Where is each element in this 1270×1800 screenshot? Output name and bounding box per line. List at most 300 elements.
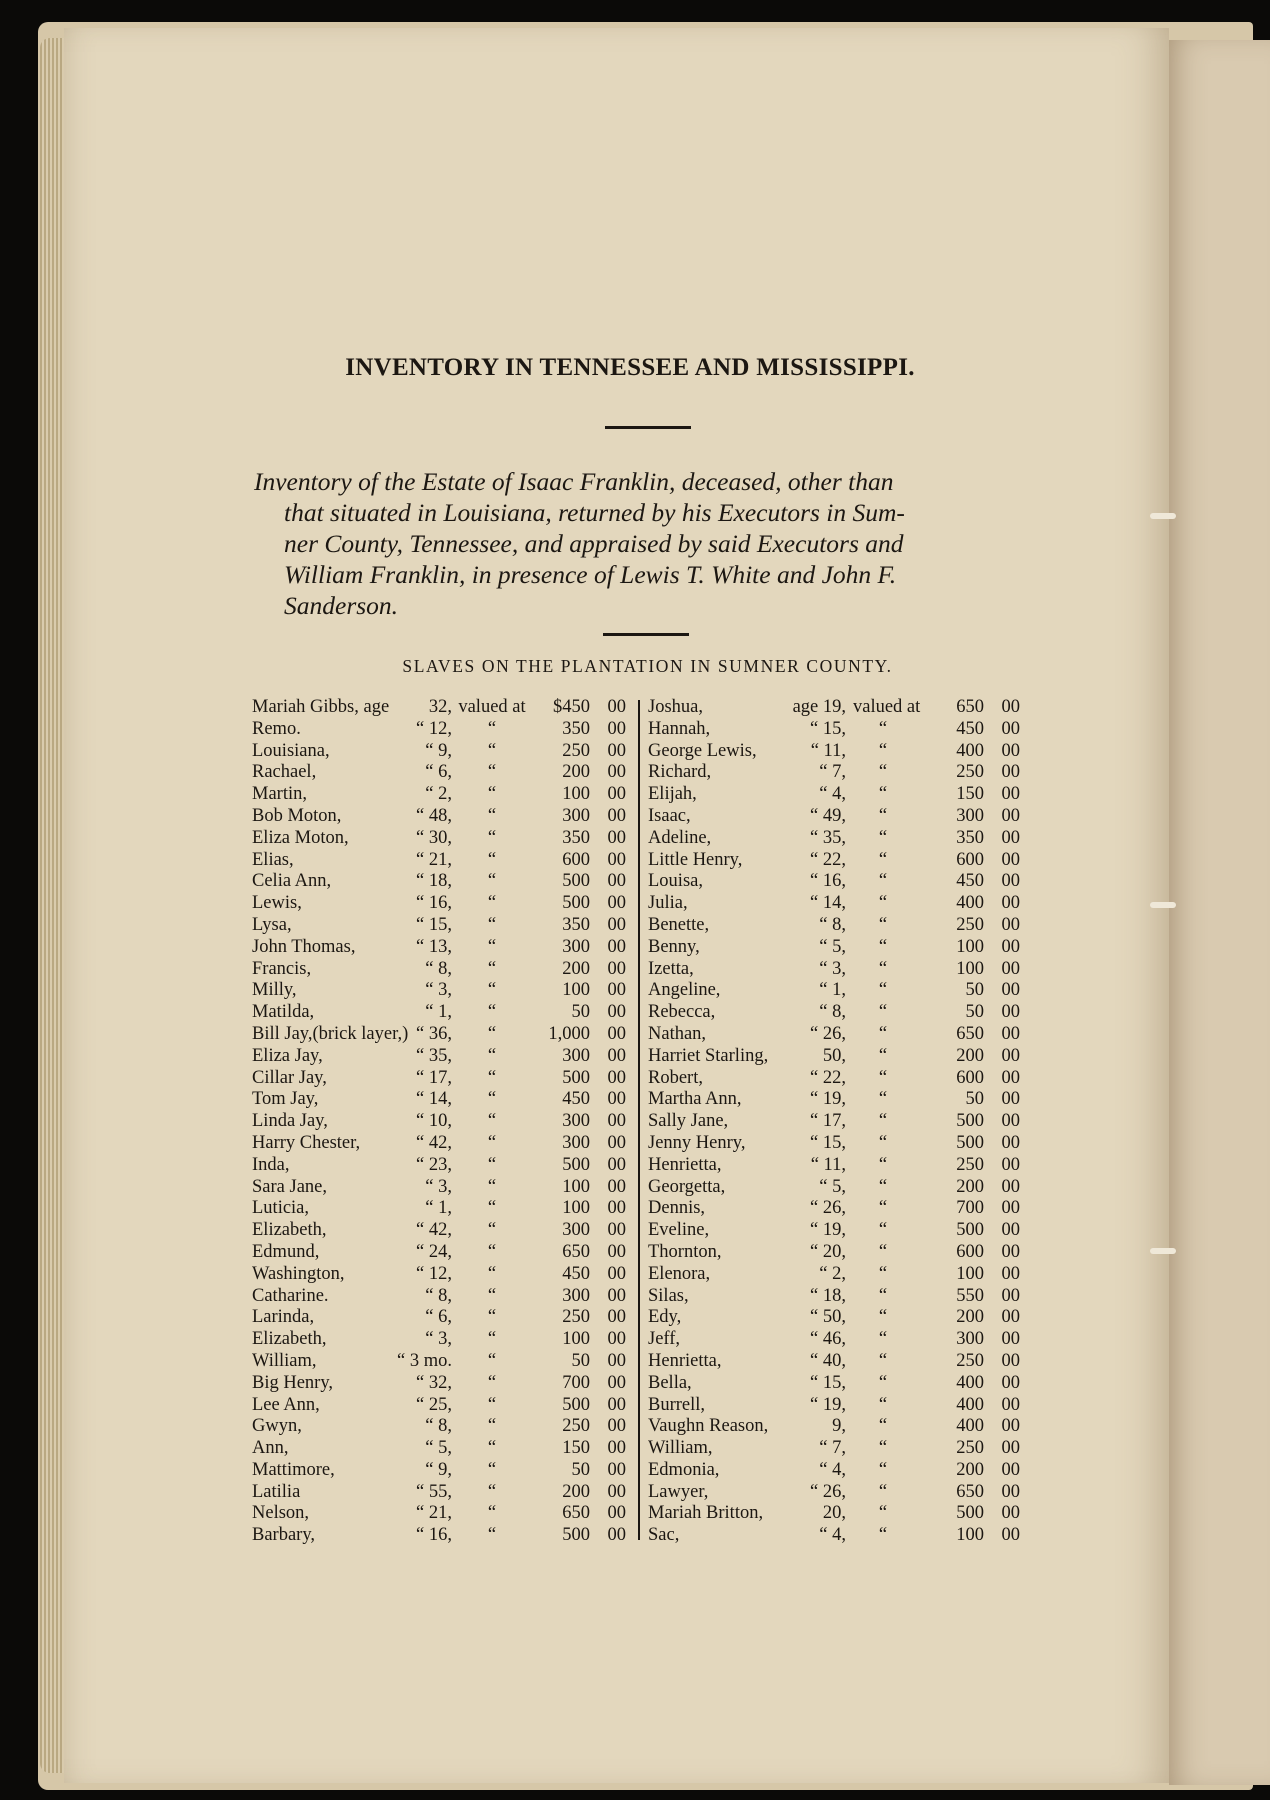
inventory-row [648, 1133, 1028, 1155]
value-cents: 00 [1001, 914, 1020, 935]
inventory-row [252, 1068, 632, 1090]
value-cents: 00 [607, 1438, 626, 1459]
valued-label: “ [487, 1416, 497, 1437]
valued-label: valued at [853, 697, 921, 717]
valued-label: “ [878, 1481, 888, 1502]
person-name: Elias, [252, 849, 294, 870]
value-dollars: 100 [956, 958, 984, 979]
value-cents: 00 [1001, 718, 1020, 739]
valued-label: “ [487, 936, 497, 957]
person-age: “ 5, [819, 1176, 846, 1197]
value-dollars: 650 [562, 1241, 590, 1262]
value-cents: 00 [607, 1329, 626, 1350]
valued-label: “ [487, 1089, 497, 1110]
value-dollars: 200 [562, 762, 590, 783]
inventory-row [252, 1286, 632, 1308]
value-dollars: 100 [956, 1263, 984, 1284]
value-cents: 00 [1001, 849, 1020, 870]
value-cents: 00 [1001, 1481, 1020, 1502]
value-dollars: 300 [562, 805, 590, 826]
value-cents: 00 [607, 1241, 626, 1262]
person-age: “ 22, [810, 1067, 846, 1088]
inventory-row [252, 1307, 632, 1329]
person-age: “ 4, [819, 1525, 846, 1546]
value-cents: 00 [1001, 1329, 1020, 1350]
valued-label: “ [878, 958, 888, 979]
person-name: Angeline, [648, 980, 721, 1001]
inventory-row [648, 959, 1028, 981]
person-name: Rachael, [252, 762, 317, 783]
person-name: Latilia [252, 1481, 301, 1502]
inventory-row [648, 1351, 1028, 1373]
value-dollars: 250 [956, 1154, 984, 1175]
value-dollars: 250 [956, 914, 984, 935]
value-cents: 00 [607, 1045, 626, 1066]
person-age: “ 13, [416, 936, 452, 957]
person-age: “ 8, [425, 1285, 452, 1306]
value-cents: 00 [607, 1089, 626, 1110]
person-age: “ 22, [810, 849, 846, 870]
valued-label: “ [487, 718, 497, 739]
person-age: “ 1, [425, 1198, 452, 1219]
value-cents: 00 [1001, 1023, 1020, 1044]
inventory-row [648, 1373, 1028, 1395]
valued-label: “ [487, 1503, 497, 1524]
person-age: “ 15, [810, 1372, 846, 1393]
person-age: “ 1, [819, 980, 846, 1001]
person-name: Inda, [252, 1154, 290, 1175]
inventory-row [252, 1503, 632, 1525]
person-age: “ 15, [416, 914, 452, 935]
person-age: “ 2, [425, 784, 452, 805]
value-dollars: 400 [956, 1372, 984, 1393]
value-cents: 00 [607, 1372, 626, 1393]
inventory-row [648, 1068, 1028, 1090]
valued-label: “ [878, 827, 888, 848]
inventory-row [252, 1155, 632, 1177]
value-cents: 00 [607, 762, 626, 783]
valued-label: “ [487, 1241, 497, 1262]
person-name: Cillar Jay, [252, 1067, 327, 1088]
value-cents: 00 [607, 827, 626, 848]
value-dollars: 500 [562, 1394, 590, 1415]
person-age: “ 26, [810, 1198, 846, 1219]
person-name: Izetta, [648, 958, 694, 979]
inventory-row [648, 1482, 1028, 1504]
person-name: Georgetta, [648, 1176, 726, 1197]
value-dollars: 450 [956, 871, 984, 892]
person-age: “ 14, [416, 1089, 452, 1110]
inventory-row [648, 1503, 1028, 1525]
inventory-row [252, 1438, 632, 1460]
person-age: “ 6, [425, 762, 452, 783]
valued-label: “ [487, 1220, 497, 1241]
inventory-row [648, 871, 1028, 893]
person-name: Harriet Starling, [648, 1045, 769, 1066]
value-dollars: 450 [956, 718, 984, 739]
person-name: Eveline, [648, 1220, 710, 1241]
value-dollars: 300 [562, 1285, 590, 1306]
person-name: Ann, [252, 1438, 289, 1459]
value-cents: 00 [607, 958, 626, 979]
value-dollars: 1,000 [548, 1023, 590, 1044]
person-name: Elijah, [648, 784, 697, 805]
valued-label: “ [487, 1350, 497, 1371]
person-name: Barbary, [252, 1525, 316, 1546]
inventory-row [648, 1242, 1028, 1264]
inventory-row [648, 1329, 1028, 1351]
inventory-row [252, 1133, 632, 1155]
person-name: Bella, [648, 1372, 692, 1393]
value-cents: 00 [607, 740, 626, 761]
value-cents: 00 [607, 1002, 626, 1023]
value-dollars: 500 [562, 893, 590, 914]
value-cents: 00 [1001, 1198, 1020, 1219]
value-dollars: 100 [562, 980, 590, 1001]
value-cents: 00 [607, 1459, 626, 1480]
person-age: “ 3, [425, 1176, 452, 1197]
person-name: Sac, [648, 1525, 680, 1546]
value-cents: 00 [1001, 1438, 1020, 1459]
value-dollars: 100 [562, 784, 590, 805]
person-age: 20, [822, 1503, 846, 1524]
inventory-row [648, 697, 1028, 719]
value-cents: 00 [1001, 1154, 1020, 1175]
inventory-row [252, 850, 632, 872]
value-cents: 00 [607, 1481, 626, 1502]
person-age: “ 12, [416, 1263, 452, 1284]
value-dollars: 300 [562, 1132, 590, 1153]
value-dollars: 200 [956, 1459, 984, 1480]
value-dollars: 300 [956, 1329, 984, 1350]
value-cents: 00 [1001, 1416, 1020, 1437]
person-age: “ 48, [416, 805, 452, 826]
valued-label: “ [487, 914, 497, 935]
valued-label: “ [487, 1132, 497, 1153]
right-column [648, 697, 1028, 1547]
value-cents: 00 [607, 1154, 626, 1175]
value-cents: 00 [1001, 1002, 1020, 1023]
person-age: “ 16, [416, 893, 452, 914]
value-dollars: 500 [562, 1067, 590, 1088]
valued-label: “ [878, 762, 888, 783]
valued-label: “ [878, 1198, 888, 1219]
person-name: Hannah, [648, 718, 711, 739]
valued-label: “ [878, 1176, 888, 1197]
person-age: “ 15, [810, 1132, 846, 1153]
person-age: “ 18, [810, 1285, 846, 1306]
intro-line: Inventory of the Estate of Isaac Franklin, deceased, other than [254, 467, 894, 496]
value-dollars: 300 [562, 1045, 590, 1066]
value-cents: 00 [1001, 1089, 1020, 1110]
value-cents: 00 [1001, 1263, 1020, 1284]
value-cents: 00 [607, 784, 626, 805]
valued-label: “ [878, 1220, 888, 1241]
title-rule [605, 426, 691, 429]
inventory-row [252, 1460, 632, 1482]
person-age: “ 10, [416, 1111, 452, 1132]
person-age: “ 9, [425, 1459, 452, 1480]
intro-line: William Franklin, in presence of Lewis T. White and John F. [284, 560, 897, 589]
valued-label: “ [487, 740, 497, 761]
person-age: “ 8, [819, 1002, 846, 1023]
value-dollars: 500 [956, 1111, 984, 1132]
person-age: “ 5, [819, 936, 846, 957]
left-column [252, 697, 632, 1547]
value-dollars: 650 [956, 697, 984, 717]
value-dollars: 600 [956, 1067, 984, 1088]
inventory-row [648, 1089, 1028, 1111]
inventory-row [648, 1438, 1028, 1460]
valued-label: “ [878, 1111, 888, 1132]
valued-label: “ [878, 1416, 888, 1437]
value-cents: 00 [607, 805, 626, 826]
value-cents: 00 [1001, 958, 1020, 979]
value-dollars: 300 [562, 936, 590, 957]
inventory-row [648, 1525, 1028, 1547]
valued-label: “ [878, 893, 888, 914]
person-age: “ 21, [416, 849, 452, 870]
value-cents: 00 [1001, 1350, 1020, 1371]
person-age: “ 26, [810, 1023, 846, 1044]
value-dollars: 500 [562, 1525, 590, 1546]
value-dollars: 350 [956, 827, 984, 848]
valued-label: “ [487, 980, 497, 1001]
inventory-row [252, 719, 632, 741]
valued-label: “ [487, 893, 497, 914]
person-name: Mattimore, [252, 1459, 335, 1480]
valued-label: “ [487, 849, 497, 870]
valued-label: “ [487, 1394, 497, 1415]
valued-label: “ [878, 1350, 888, 1371]
valued-label: “ [487, 1067, 497, 1088]
page-title: INVENTORY IN TENNESSEE AND MISSISSIPPI. [345, 354, 915, 381]
value-dollars: 50 [571, 1459, 590, 1480]
person-age: 9, [832, 1416, 846, 1437]
value-dollars: 100 [562, 1329, 590, 1350]
intro-line: ner County, Tennessee, and appraised by said Executors and [284, 529, 904, 558]
value-cents: 00 [607, 980, 626, 1001]
person-name: Martin, [252, 784, 307, 805]
person-name: Luticia, [252, 1198, 310, 1219]
valued-label: “ [878, 1067, 888, 1088]
value-dollars: 500 [562, 1154, 590, 1175]
value-dollars: 300 [956, 805, 984, 826]
valued-label: “ [878, 1525, 888, 1546]
inventory-row [252, 1416, 632, 1438]
inventory-row [648, 1416, 1028, 1438]
valued-label: “ [487, 805, 497, 826]
valued-label: “ [487, 1002, 497, 1023]
value-dollars: 550 [956, 1285, 984, 1306]
inventory-row [252, 937, 632, 959]
inventory-row [648, 1024, 1028, 1046]
person-name: Lee Ann, [252, 1394, 320, 1415]
facing-page [1169, 40, 1270, 1785]
value-cents: 00 [607, 871, 626, 892]
value-cents: 00 [607, 1263, 626, 1284]
value-cents: 00 [607, 1394, 626, 1415]
person-name: Thornton, [648, 1241, 722, 1262]
value-cents: 00 [1001, 1241, 1020, 1262]
person-name: Mariah Britton, [648, 1503, 764, 1524]
inventory-row [648, 1307, 1028, 1329]
person-name: William, [648, 1438, 713, 1459]
inventory-row [252, 980, 632, 1002]
person-name: Robert, [648, 1067, 703, 1088]
valued-label: “ [487, 1023, 497, 1044]
binding-stitch [1150, 513, 1176, 519]
person-age: “ 6, [425, 1307, 452, 1328]
valued-label: “ [878, 1307, 888, 1328]
person-name: Jeff, [648, 1329, 681, 1350]
inventory-row [252, 697, 632, 719]
person-age: “ 49, [810, 805, 846, 826]
value-dollars: 100 [562, 1176, 590, 1197]
person-name: Edmund, [252, 1241, 320, 1262]
person-age: “ 35, [810, 827, 846, 848]
inventory-row [252, 1198, 632, 1220]
inventory-row [252, 1482, 632, 1504]
person-age: “ 15, [810, 718, 846, 739]
person-age: “ 2, [819, 1263, 846, 1284]
value-dollars: 400 [956, 740, 984, 761]
person-name: Silas, [648, 1285, 689, 1306]
valued-label: “ [878, 784, 888, 805]
valued-label: “ [487, 1329, 497, 1350]
value-cents: 00 [607, 1307, 626, 1328]
inventory-row [648, 1286, 1028, 1308]
inventory-row [252, 806, 632, 828]
person-age: “ 20, [810, 1241, 846, 1262]
value-cents: 00 [1001, 762, 1020, 783]
person-name: Remo. [252, 718, 301, 739]
person-age: “ 1, [425, 1002, 452, 1023]
person-age: “ 5, [425, 1438, 452, 1459]
valued-label: “ [878, 1372, 888, 1393]
inventory-row [648, 741, 1028, 763]
valued-label: “ [487, 827, 497, 848]
value-cents: 00 [1001, 697, 1020, 717]
person-age: “ 4, [819, 1459, 846, 1480]
person-name: Julia, [648, 893, 688, 914]
inventory-row [648, 1220, 1028, 1242]
person-name: Sara Jane, [252, 1176, 327, 1197]
value-cents: 00 [1001, 893, 1020, 914]
inventory-row [648, 762, 1028, 784]
valued-label: “ [878, 718, 888, 739]
valued-label: “ [878, 849, 888, 870]
valued-label: “ [878, 1394, 888, 1415]
value-cents: 00 [1001, 805, 1020, 826]
inventory-row [648, 828, 1028, 850]
person-name: Milly, [252, 980, 297, 1001]
binding-stitch [1150, 1248, 1176, 1254]
value-dollars: 650 [562, 1503, 590, 1524]
person-name: Gwyn, [252, 1416, 302, 1437]
person-name: Louisa, [648, 871, 703, 892]
person-name: Francis, [252, 958, 312, 979]
valued-label: “ [487, 958, 497, 979]
person-name: Adeline, [648, 827, 712, 848]
person-name: Harry Chester, [252, 1132, 361, 1153]
person-age: “ 8, [425, 1416, 452, 1437]
person-name: Martha Ann, [648, 1089, 742, 1110]
value-dollars: 250 [562, 1307, 590, 1328]
person-name: Mariah Gibbs, age [252, 697, 390, 717]
value-cents: 00 [1001, 784, 1020, 805]
valued-label: “ [487, 1176, 497, 1197]
person-name: Tom Jay, [252, 1089, 319, 1110]
person-age: “ 35, [416, 1045, 452, 1066]
inventory-row [252, 1220, 632, 1242]
value-dollars: 50 [571, 1350, 590, 1371]
inventory-row [252, 1024, 632, 1046]
inventory-row [648, 806, 1028, 828]
inventory-row [648, 784, 1028, 806]
value-cents: 00 [1001, 1067, 1020, 1088]
valued-label: “ [878, 1503, 888, 1524]
inventory-row [648, 1002, 1028, 1024]
intro-line: Sanderson. [284, 591, 399, 620]
inventory-row [252, 762, 632, 784]
value-cents: 00 [607, 1111, 626, 1132]
person-name: Edmonia, [648, 1459, 720, 1480]
person-age: “ 19, [810, 1089, 846, 1110]
person-age: “ 42, [416, 1132, 452, 1153]
inventory-row [252, 871, 632, 893]
inventory-row [252, 1111, 632, 1133]
valued-label: “ [878, 1045, 888, 1066]
value-cents: 00 [607, 1503, 626, 1524]
valued-label: “ [878, 805, 888, 826]
inventory-row [648, 1155, 1028, 1177]
value-dollars: 350 [562, 827, 590, 848]
person-name: Benny, [648, 936, 700, 957]
person-name: Matilda, [252, 1002, 315, 1023]
value-cents: 00 [607, 893, 626, 914]
person-name: Nelson, [252, 1503, 310, 1524]
value-dollars: 250 [562, 1416, 590, 1437]
inventory-row [252, 1264, 632, 1286]
section-rule [603, 633, 689, 636]
value-cents: 00 [607, 1067, 626, 1088]
person-name: Celia Ann, [252, 871, 332, 892]
person-age: “ 19, [810, 1394, 846, 1415]
value-cents: 00 [1001, 1285, 1020, 1306]
person-name: Elizabeth, [252, 1220, 327, 1241]
value-dollars: 250 [562, 740, 590, 761]
inventory-row [252, 1351, 632, 1373]
valued-label: “ [487, 1198, 497, 1219]
person-age: “ 23, [416, 1154, 452, 1175]
valued-label: “ [487, 1285, 497, 1306]
value-cents: 00 [607, 1198, 626, 1219]
person-name: Linda Jay, [252, 1111, 328, 1132]
binding-stitch [1150, 902, 1176, 908]
person-age: “ 3, [425, 1329, 452, 1350]
value-dollars: 500 [562, 871, 590, 892]
value-cents: 00 [1001, 740, 1020, 761]
valued-label: “ [878, 871, 888, 892]
person-name: Larinda, [252, 1307, 315, 1328]
valued-label: “ [878, 1241, 888, 1262]
person-name: Bob Moton, [252, 805, 342, 826]
person-name: Lewis, [252, 893, 302, 914]
value-cents: 00 [607, 1023, 626, 1044]
person-name: Elenora, [648, 1263, 711, 1284]
valued-label: “ [878, 1438, 888, 1459]
